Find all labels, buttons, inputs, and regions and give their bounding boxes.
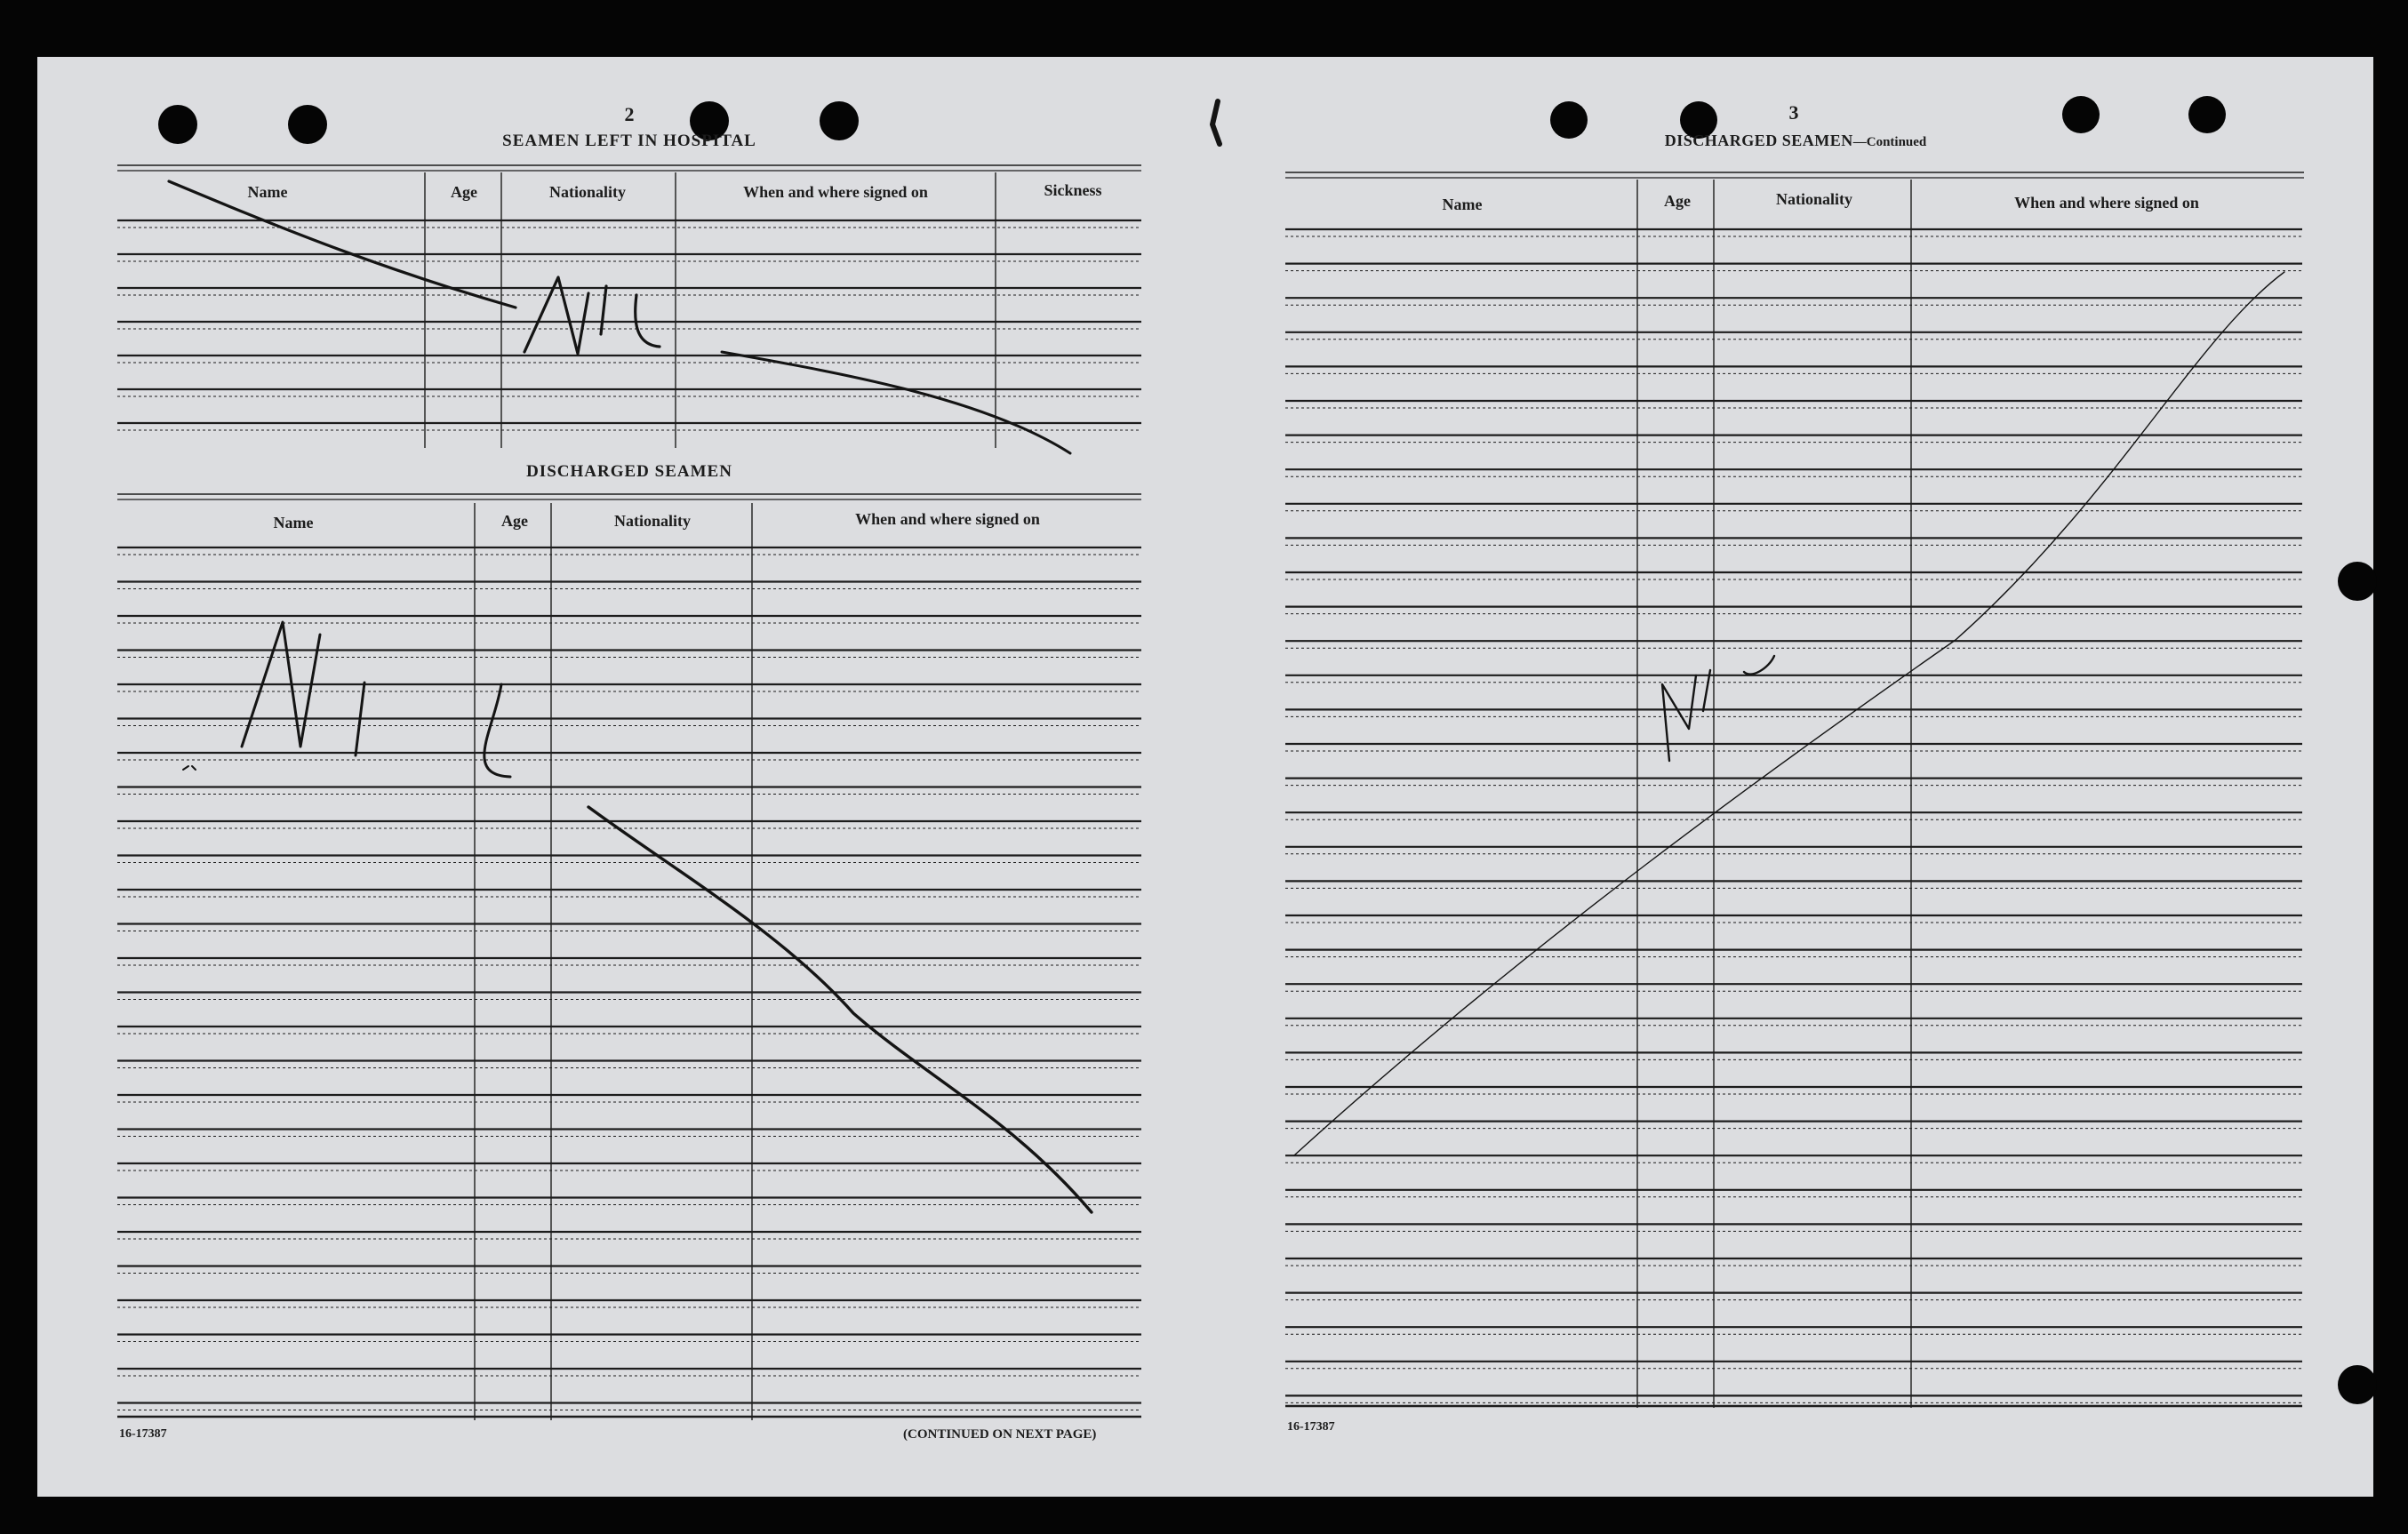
- column-header-signed-on: When and where signed on: [743, 183, 928, 201]
- column-header-name: Name: [247, 183, 288, 201]
- page-number-right: 3: [1788, 101, 1799, 124]
- form-number-right: 16-17387: [1287, 1420, 1335, 1434]
- hospital-section-title: SEAMEN LEFT IN HOSPITAL: [502, 132, 756, 150]
- column-header-nationality: Nationality: [548, 183, 626, 201]
- right-section-title-main: DISCHARGED SEAMEN: [1664, 132, 1853, 149]
- column-header-sickness: Sickness: [1044, 181, 1102, 199]
- column-header-signed-on: When and where signed on: [855, 510, 1040, 528]
- right-section-title: [1600, 132, 1991, 150]
- right-section-title-suffix: —Continued: [1852, 135, 1927, 149]
- column-header-age: Age: [501, 512, 528, 530]
- continued-note: (CONTINUED ON NEXT PAGE): [903, 1427, 1097, 1442]
- column-header-signed-on: When and where signed on: [2014, 194, 2199, 212]
- column-header-age: Age: [1664, 192, 1691, 210]
- pen-mark: [183, 766, 196, 770]
- column-header-name: Name: [273, 514, 314, 531]
- discharged-section-title: DISCHARGED SEAMEN: [526, 462, 732, 481]
- column-header-nationality: Nationality: [1775, 190, 1852, 208]
- page-number-left: 2: [624, 103, 635, 125]
- handwritten-strike-stroke: [588, 807, 1092, 1212]
- gutter-mark: [1212, 101, 1220, 144]
- column-header-nationality: Nationality: [613, 512, 691, 530]
- form-number: 16-17387: [119, 1427, 167, 1441]
- handwritten-strike-stroke: [722, 352, 1070, 453]
- handwritten-nil-strokes: [1662, 656, 1774, 761]
- column-header-age: Age: [451, 183, 477, 201]
- column-header-name: Name: [1442, 196, 1483, 213]
- handwritten-strike-stroke: [1294, 272, 2284, 1155]
